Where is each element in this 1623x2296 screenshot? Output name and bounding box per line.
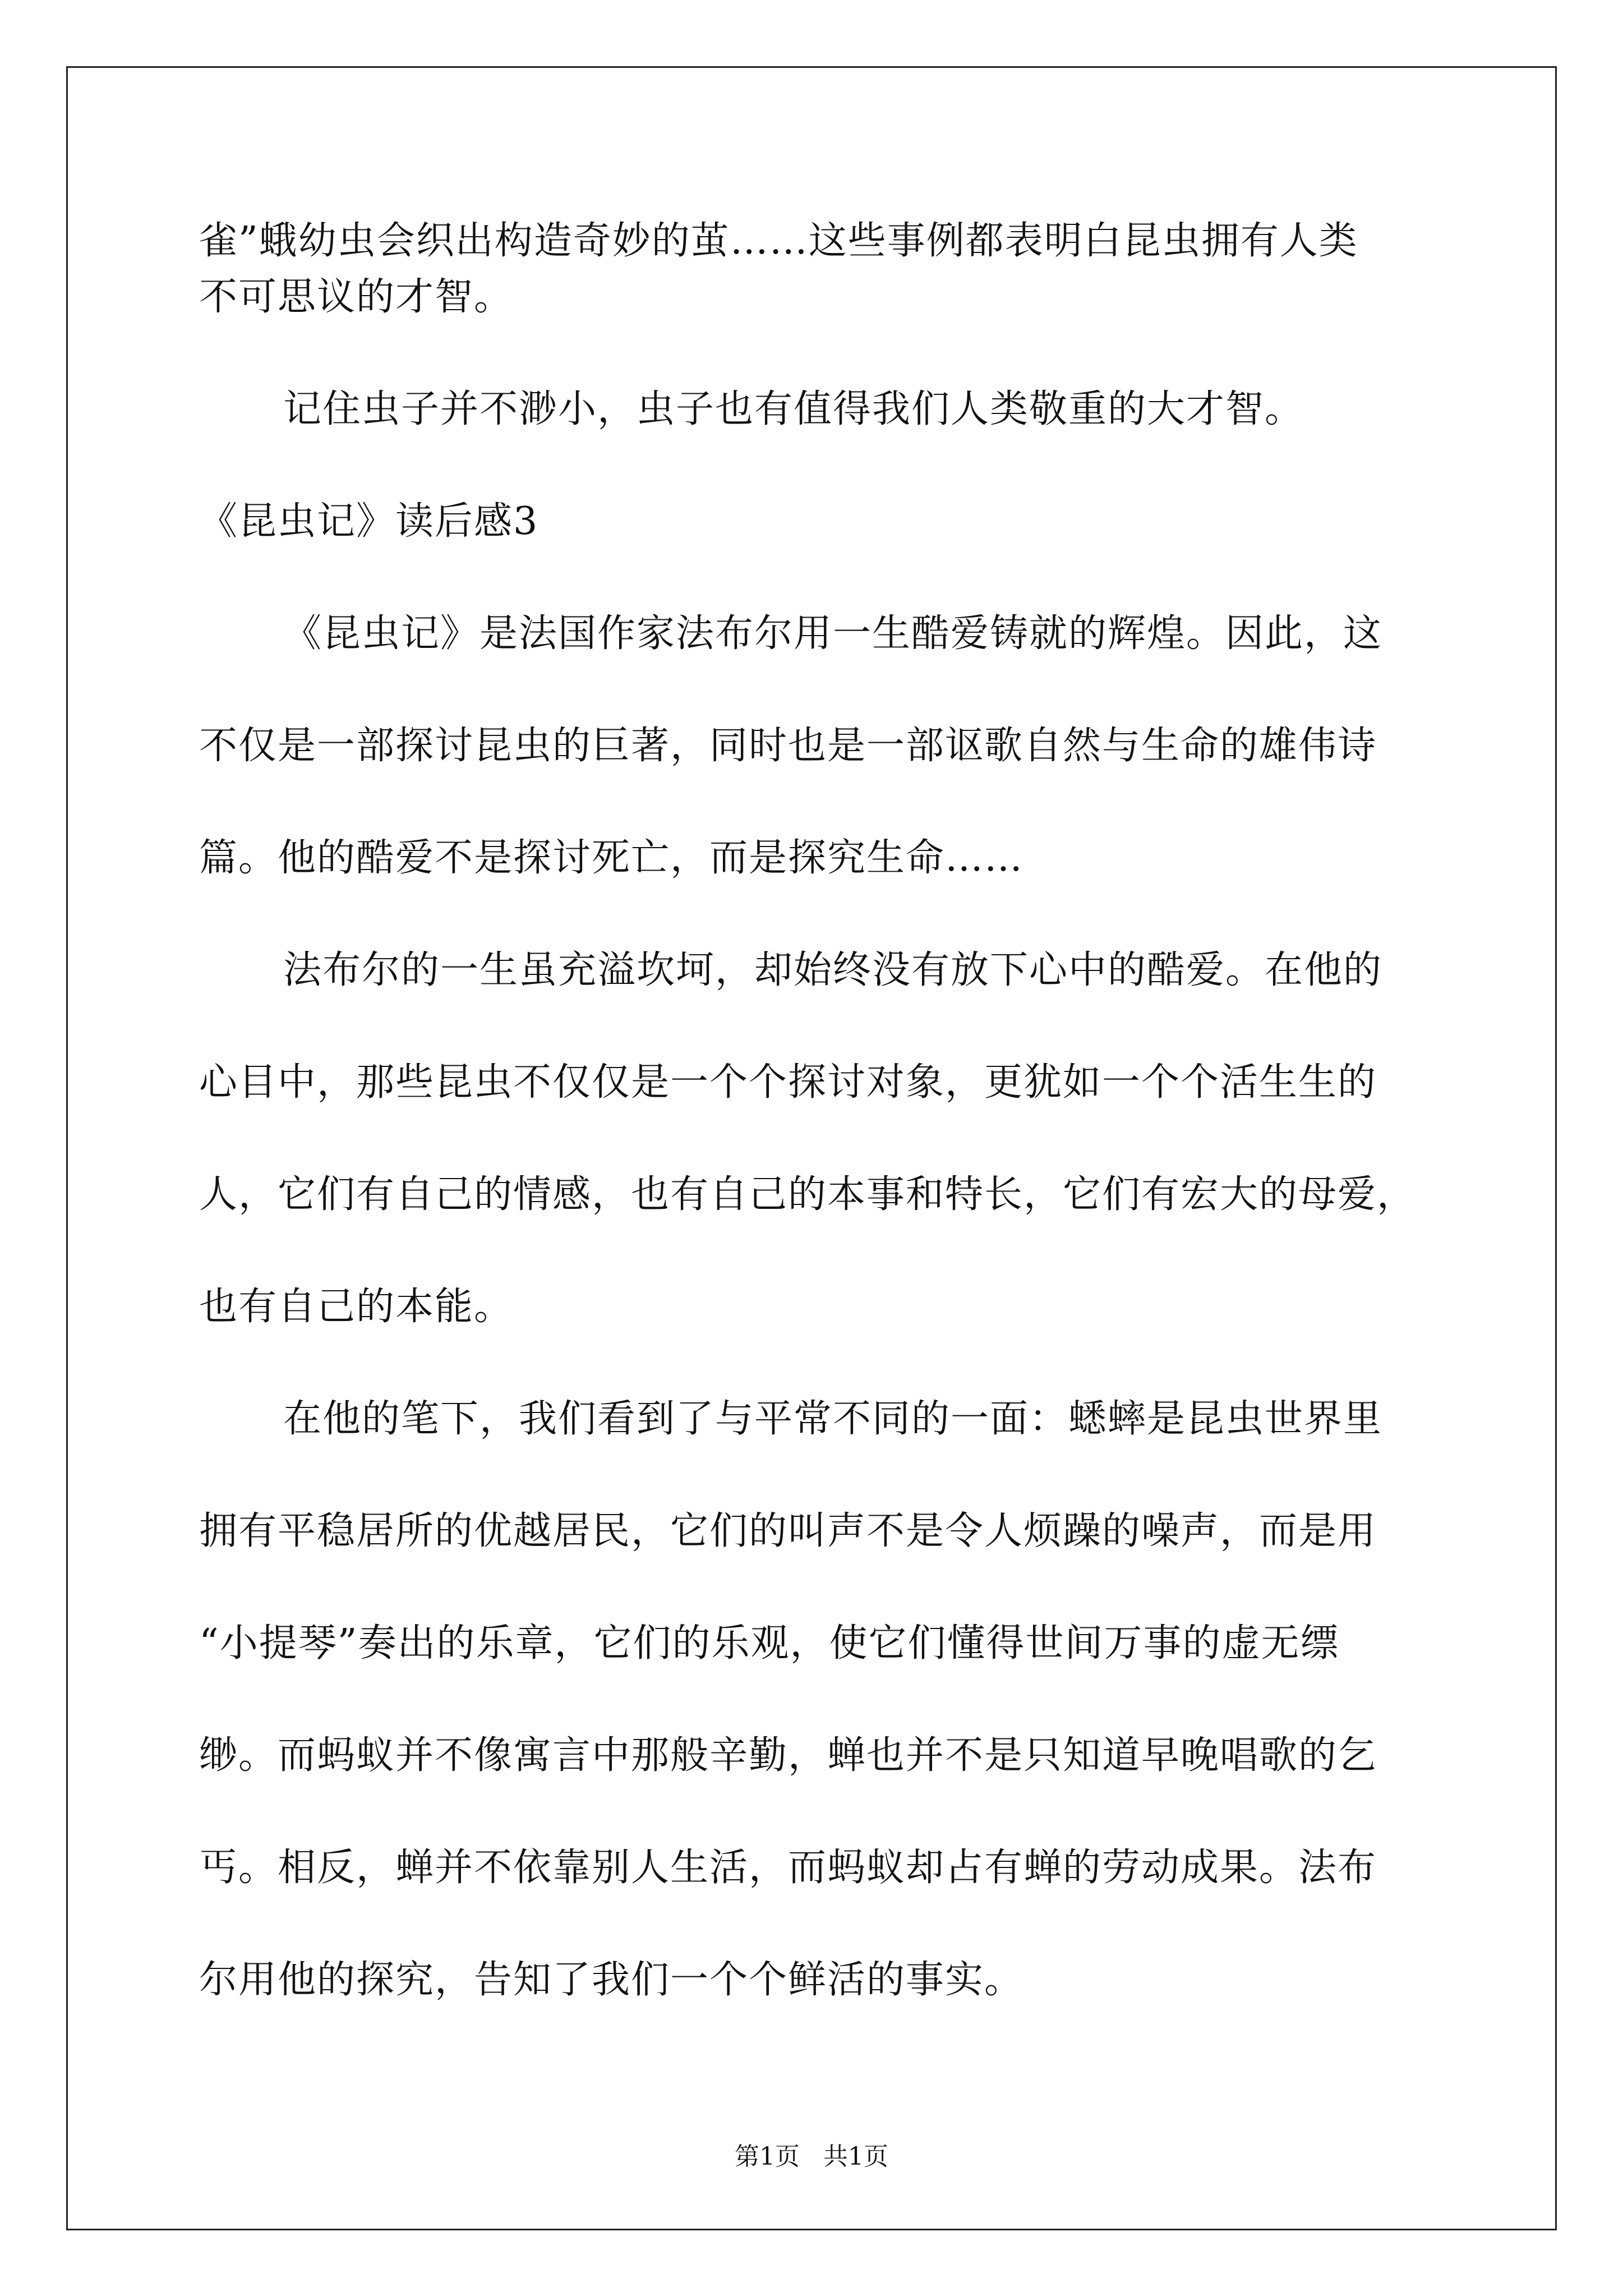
paragraph (199, 606, 1489, 886)
text-line: 缈。而蚂蚁并不像寓言中那般辛勤，蝉也并不是只知道早晚唱歌的乞 (199, 1733, 1377, 1778)
text-line: 在他的笔下，我们看到了与平常不同的一面：蟋蟀是昆虫世界里 (283, 1397, 1383, 1441)
text-line: 记住虫子并不渺小，虫子也有值得我们人类敬重的大才智。 (283, 387, 1304, 431)
document-body (199, 213, 1489, 2008)
paragraph (199, 381, 1489, 438)
text-line: 丐。相反，蝉并不依靠别人生活，而蚂蚁却占有蝉的劳动成果。法布 (199, 1846, 1377, 1890)
paragraph (199, 942, 1489, 1335)
text-line: 不可思议的才智。 (199, 275, 514, 319)
text-line: “小提琴”奏出的乐章，它们的乐观，使它们懂得世间万事的虚无缥 (199, 1621, 1340, 1665)
text-line: 不仅是一部探讨昆虫的巨著，同时也是一部讴歌自然与生命的雄伟诗 (199, 724, 1377, 768)
paragraph (199, 1391, 1489, 2008)
paragraph (199, 213, 1489, 325)
text-line: 雀”蛾幼虫会织出构造奇妙的茧……这些事例都表明白昆虫拥有人类 (199, 219, 1358, 263)
text-line: 法布尔的一生虽充溢坎坷，却始终没有放下心中的酷爱。在他的 (283, 948, 1383, 992)
text-line: 《昆虫记》是法国作家法布尔用一生酷爱铸就的辉煌。因此，这 (283, 611, 1383, 656)
text-line: 拥有平稳居所的优越居民，它们的叫声不是令人烦躁的噪声，而是用 (199, 1509, 1377, 1553)
text-line: 也有自己的本能。 (199, 1285, 514, 1329)
section-heading (199, 494, 1489, 550)
page-footer: 第1页 共1页 (735, 2142, 888, 2171)
text-line: 心目中，那些昆虫不仅仅是一个个探讨对象，更犹如一个个活生生的 (199, 1060, 1377, 1105)
text-line: 篇。他的酷爱不是探讨死亡，而是探究生命…… (199, 836, 1024, 880)
text-line: 人，它们有自己的情感，也有自己的本事和特长，它们有宏大的母爱， (199, 1172, 1417, 1217)
text-line: 尔用他的探究，告知了我们一个个鲜活的事实。 (199, 1958, 1024, 2002)
heading-text: 《昆虫记》读后感3 (199, 499, 539, 544)
